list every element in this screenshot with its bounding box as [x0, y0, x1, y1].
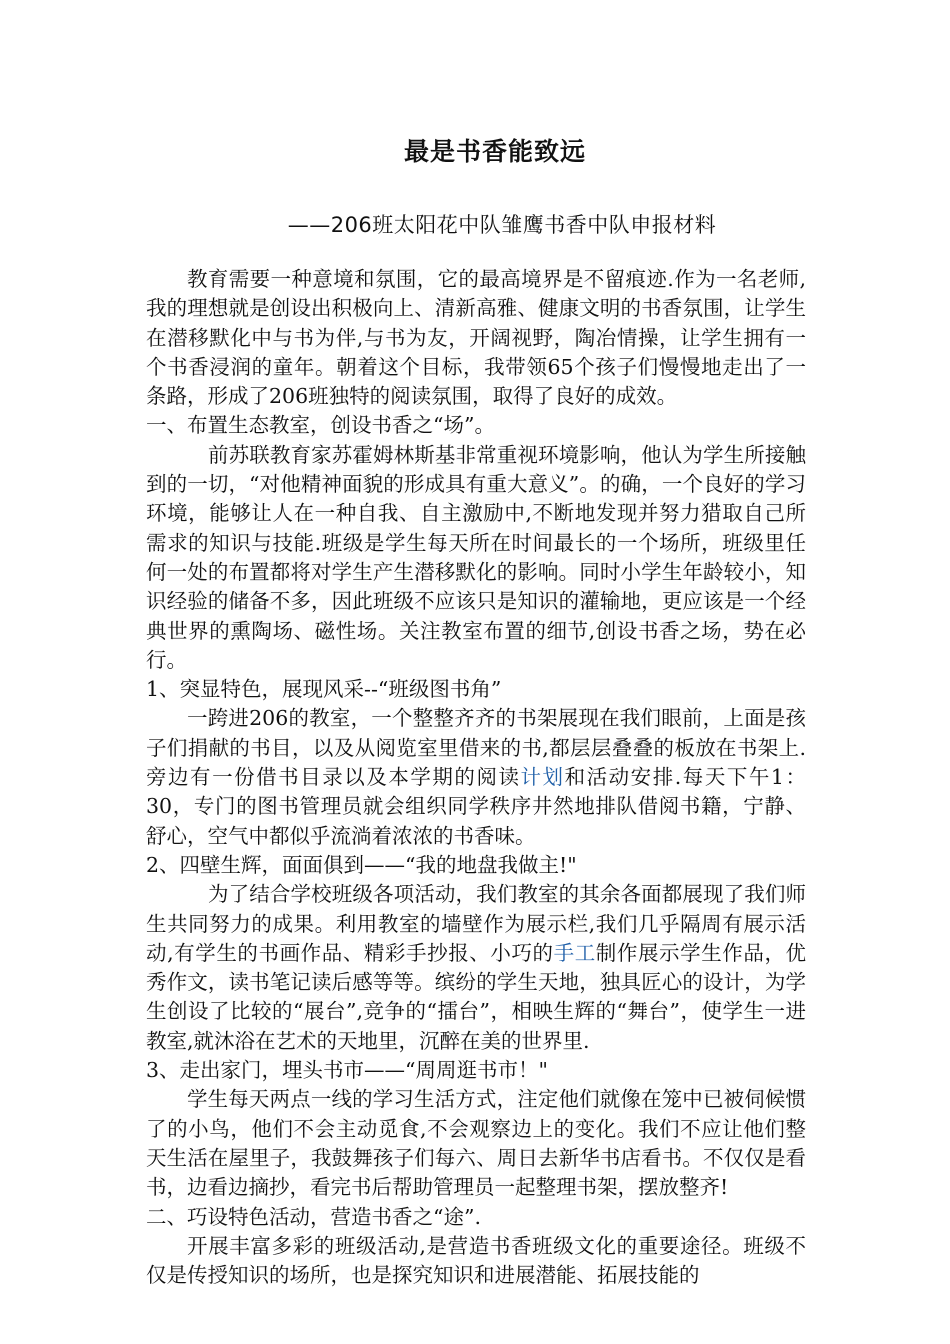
document-subtitle: ——206班太阳花中队雏鹰书香中队申报材料 — [287, 213, 717, 237]
paragraph-book-corner-text-2: 和活动安排.每天下午1：30，专门的图书管理员就会组织同学秩序井然地排队借阅书籍，宁静、舒心，空气中都似乎流淌着浓浓的书香味。 — [146, 765, 806, 848]
plan-link[interactable]: 计划 — [520, 765, 565, 790]
paragraph-intro: 教育需要一种意境和氛围，它的最高境界是不留痕迹.作为一名老师,我的理想就是创设出积极向上、清新高雅、健康文明的书香氛围，让学生在潜移默化中与书为伴,与书为友，开阔视野，陶冶情操，让学生拥有一个书香浸润的童年。朝着这个目标，我带领65个孩子们慢慢地走出了一条路，形成了206班独特的阅读氛围，取得了良好的成效。 — [146, 267, 806, 409]
section-heading-2: 二、巧设特色活动，营造书香之“途”. — [146, 1204, 481, 1229]
subsection-heading-3: 3、走出家门，埋头书市——“周周逛书市！" — [146, 1058, 548, 1083]
paragraph-book-corner-text-1: 一跨进206的教室，一个整整齐齐的书架展现在我们眼前，上面是孩子们捐献的书目，以及从阅览室里借来的书,都层层叠叠的板放在书架上.旁边有一份借书目录以及本学期的阅读 — [146, 706, 806, 790]
paragraph-activities: 开展丰富多彩的班级活动,是营造书香班级文化的重要途径。班级不仅是传授知识的场所，也是探究知识和进展潜能、拓展技能的 — [146, 1233, 806, 1288]
paragraph-bookstore: 学生每天两点一线的学习生活方式，注定他们就像在笼中已被伺候惯了的小鸟，他们不会主动觅食,不会观察边上的变化。我们不应让他们整天生活在屋里子，我鼓舞孩子们每六、周日去新华书店看书。不仅仅是看书，边看边摘抄，看完书后帮助管理员一起整理书架，摆放整齐! — [146, 1087, 806, 1200]
paragraph-walls-text-1: 为了结合学校班级各项活动，我们教室的其余各面都展现了我们师生共同努力的成果。利用教室的墙壁作为展示栏,我们几乎隔周有展示活动,有学生的书画作品、精彩手抄报、小巧的 — [146, 882, 806, 965]
subsection-heading-2: 2、四壁生辉，面面俱到——“我的地盘我做主!" — [146, 852, 577, 877]
section-heading-1: 一、布置生态教室，创设书香之“场”。 — [146, 413, 495, 438]
document-title: 最是书香能致远 — [403, 137, 586, 166]
handicraft-link[interactable]: 手工 — [553, 940, 596, 965]
document-body — [146, 265, 806, 1290]
paragraph-environment: 前苏联教育家苏霍姆林斯基非常重视环境影响，他认为学生所接触到的一切，“对他精神面貌的形成具有重大意义”。的确，一个良好的学习环境，能够让人在一种自我、自主激励中,不断地发现并努力猎取自己所需求的知识与技能.班级是学生每天所在时间最长的一个场所，班级里任何一处的布置都将对学生产生潜移默化的影响。同时小学生年龄较小，知识经验的储备不多，因此班级不应该只是知识的灌输地，更应该是一个经典世界的熏陶场、磁性场。关注教室布置的细节,创设书香之场，势在必行。 — [146, 442, 806, 672]
subsection-heading-1: 1、突显特色，展现风采--“班级图书角” — [146, 677, 502, 702]
paragraph-book-corner — [146, 704, 806, 850]
paragraph-walls — [146, 880, 806, 1056]
paragraph-walls-text-2: 制作展示学生作品，优秀作文，读书笔记读后感等等。缤纷的学生天地，独具匠心的设计，为学生创设了比较的“展台”,竞争的“擂台”，相映生辉的“舞台”，使学生一进教室,就沐浴在艺术的天地里，沉醉在美的世界里. — [146, 940, 807, 1053]
